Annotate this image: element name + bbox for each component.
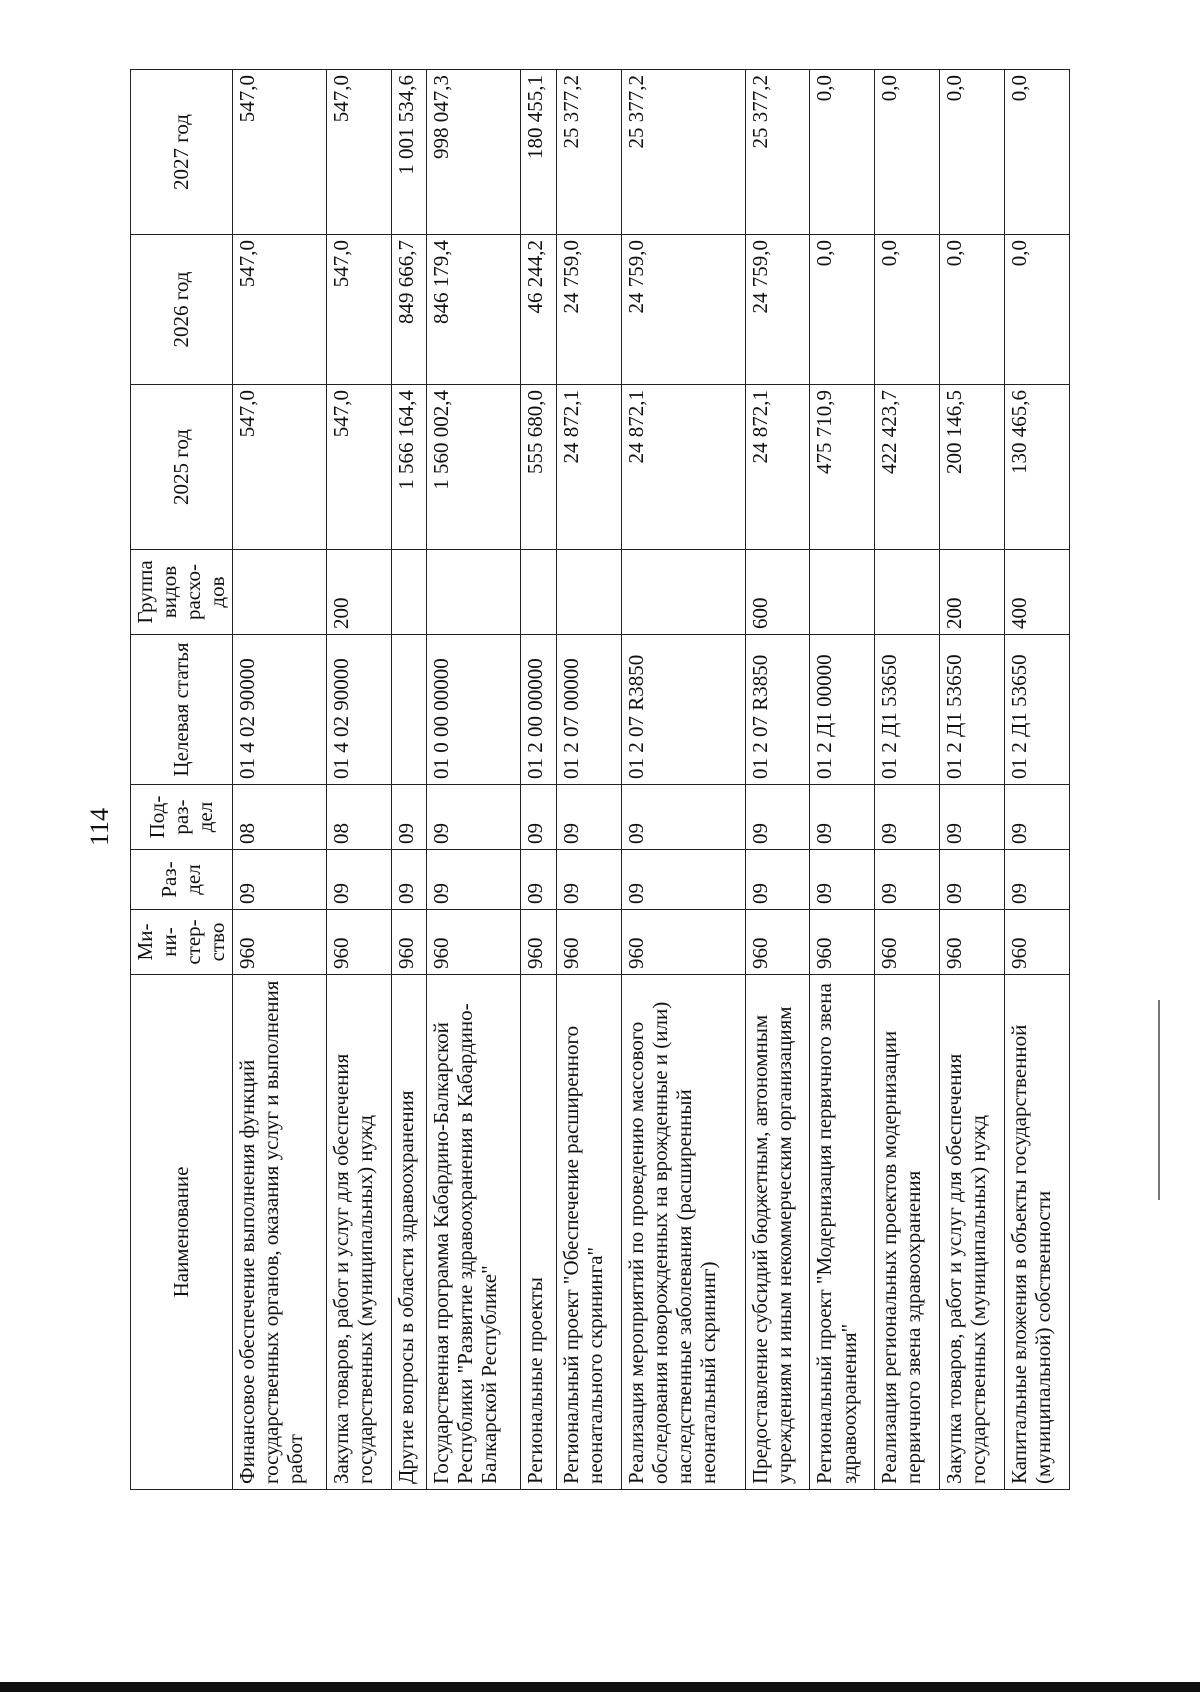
row-2026: 24 759,0 xyxy=(556,235,621,385)
row-group xyxy=(521,550,556,635)
table-row xyxy=(940,70,1005,1490)
row-subsection: 08 xyxy=(326,785,391,850)
row-group xyxy=(810,550,875,635)
row-target: 01 4 02 90000 xyxy=(232,635,326,785)
table-row xyxy=(810,70,875,1490)
table-row xyxy=(556,70,621,1490)
header-2025: 2025 год xyxy=(131,385,233,550)
row-2025: 200 146,5 xyxy=(940,385,1005,550)
row-target xyxy=(391,635,426,785)
row-subsection: 09 xyxy=(427,785,521,850)
row-target: 01 2 07 00000 xyxy=(556,635,621,785)
row-group: 400 xyxy=(1005,550,1070,635)
row-target: 01 2 Д1 53650 xyxy=(1005,635,1070,785)
row-name: Другие вопросы в области здравоохранения xyxy=(391,975,426,1490)
row-ministry: 960 xyxy=(556,910,621,975)
row-subsection: 09 xyxy=(875,785,940,850)
row-subsection: 09 xyxy=(521,785,556,850)
row-2025: 555 680,0 xyxy=(521,385,556,550)
row-2026: 846 179,4 xyxy=(427,235,521,385)
row-target: 01 2 07 R3850 xyxy=(621,635,745,785)
row-2026: 0,0 xyxy=(940,235,1005,385)
scan-bottom-bar xyxy=(0,1682,1200,1692)
row-group xyxy=(875,550,940,635)
row-section: 09 xyxy=(427,850,521,910)
row-2027: 547,0 xyxy=(326,70,391,235)
row-2025: 24 872,1 xyxy=(621,385,745,550)
row-2026: 24 759,0 xyxy=(621,235,745,385)
row-2026: 0,0 xyxy=(1005,235,1070,385)
row-subsection: 09 xyxy=(621,785,745,850)
row-group xyxy=(556,550,621,635)
row-ministry: 960 xyxy=(521,910,556,975)
row-section: 09 xyxy=(1005,850,1070,910)
row-ministry: 960 xyxy=(391,910,426,975)
row-2027: 25 377,2 xyxy=(745,70,810,235)
row-ministry: 960 xyxy=(810,910,875,975)
row-subsection: 09 xyxy=(391,785,426,850)
row-target: 01 2 00 00000 xyxy=(521,635,556,785)
row-name: Региональный проект "Модернизация первичного звена здравоохранения" xyxy=(810,975,875,1490)
row-section: 09 xyxy=(521,850,556,910)
row-subsection: 09 xyxy=(745,785,810,850)
row-ministry: 960 xyxy=(1005,910,1070,975)
row-2026: 24 759,0 xyxy=(745,235,810,385)
row-2027: 25 377,2 xyxy=(556,70,621,235)
row-2027: 547,0 xyxy=(232,70,326,235)
row-ministry: 960 xyxy=(232,910,326,975)
row-2025: 422 423,7 xyxy=(875,385,940,550)
row-2027: 25 377,2 xyxy=(621,70,745,235)
scan-edge-mark xyxy=(1158,1000,1160,1200)
table-row xyxy=(521,70,556,1490)
row-2027: 0,0 xyxy=(810,70,875,235)
row-target: 01 0 00 00000 xyxy=(427,635,521,785)
row-section: 09 xyxy=(810,850,875,910)
row-2026: 849 666,7 xyxy=(391,235,426,385)
row-group: 600 xyxy=(745,550,810,635)
row-2025: 547,0 xyxy=(326,385,391,550)
row-target: 01 2 Д1 00000 xyxy=(810,635,875,785)
row-subsection: 09 xyxy=(556,785,621,850)
page-number: 114 xyxy=(85,807,114,847)
row-name: Региональные проекты xyxy=(521,975,556,1490)
row-2027: 0,0 xyxy=(875,70,940,235)
row-target: 01 2 07 R3850 xyxy=(745,635,810,785)
table-row xyxy=(391,70,426,1490)
header-section: Раз-дел xyxy=(131,850,233,910)
table-row xyxy=(621,70,745,1490)
row-group xyxy=(232,550,326,635)
row-2027: 998 047,3 xyxy=(427,70,521,235)
row-name: Предоставление субсидий бюджетным, автономным учреждениям и иным некоммерческим организациям xyxy=(745,975,810,1490)
row-section: 09 xyxy=(940,850,1005,910)
row-ministry: 960 xyxy=(745,910,810,975)
table-row xyxy=(326,70,391,1490)
row-2026: 46 244,2 xyxy=(521,235,556,385)
row-2025: 547,0 xyxy=(232,385,326,550)
table-row xyxy=(427,70,521,1490)
row-name: Реализация мероприятий по проведению массового обследования новорожденных на врожденные и (или) наследственные заболевания (расширенный неонатальный скрининг) xyxy=(621,975,745,1490)
header-2027: 2027 год xyxy=(131,70,233,235)
row-group: 200 xyxy=(940,550,1005,635)
row-2025: 24 872,1 xyxy=(745,385,810,550)
header-target: Целевая статья xyxy=(131,635,233,785)
row-name: Региональный проект "Обеспечение расширенного неонатального скрининга" xyxy=(556,975,621,1490)
row-2026: 0,0 xyxy=(875,235,940,385)
row-section: 09 xyxy=(391,850,426,910)
header-expense-group: Группа видов расхо-дов xyxy=(131,550,233,635)
row-group xyxy=(391,550,426,635)
header-ministry: Ми-ни-стер-ство xyxy=(131,910,233,975)
row-subsection: 09 xyxy=(940,785,1005,850)
row-2025: 1 560 002,4 xyxy=(427,385,521,550)
table-row xyxy=(232,70,326,1490)
row-2026: 547,0 xyxy=(326,235,391,385)
row-group xyxy=(427,550,521,635)
row-ministry: 960 xyxy=(326,910,391,975)
row-name: Государственная программа Кабардино-Балкарской Республики "Развитие здравоохранения в Кабардино-Балкарской Республике" xyxy=(427,975,521,1490)
row-ministry: 960 xyxy=(940,910,1005,975)
row-target: 01 2 Д1 53650 xyxy=(875,635,940,785)
row-target: 01 2 Д1 53650 xyxy=(940,635,1005,785)
row-section: 09 xyxy=(745,850,810,910)
row-2027: 1 001 534,6 xyxy=(391,70,426,235)
row-name: Реализация региональных проектов модернизации первичного звена здравоохранения xyxy=(875,975,940,1490)
row-2027: 0,0 xyxy=(940,70,1005,235)
row-2027: 180 455,1 xyxy=(521,70,556,235)
header-subsection: Под-раз-дел xyxy=(131,785,233,850)
row-subsection: 09 xyxy=(1005,785,1070,850)
table-row xyxy=(745,70,810,1490)
row-name: Закупка товаров, работ и услуг для обеспечения государственных (муниципальных) нужд xyxy=(326,975,391,1490)
table-row xyxy=(875,70,940,1490)
row-ministry: 960 xyxy=(875,910,940,975)
row-group: 200 xyxy=(326,550,391,635)
row-target: 01 4 02 90000 xyxy=(326,635,391,785)
row-2027: 0,0 xyxy=(1005,70,1070,235)
table-header-row xyxy=(131,70,233,1490)
budget-table-rotated xyxy=(130,70,1070,1490)
row-name: Финансовое обеспечение выполнения функций государственных органов, оказания услуг и выполнения работ xyxy=(232,975,326,1490)
row-ministry: 960 xyxy=(427,910,521,975)
row-2026: 0,0 xyxy=(810,235,875,385)
row-name: Закупка товаров, работ и услуг для обеспечения государственных (муниципальных) нужд xyxy=(940,975,1005,1490)
row-ministry: 960 xyxy=(621,910,745,975)
row-section: 09 xyxy=(875,850,940,910)
row-subsection: 09 xyxy=(810,785,875,850)
row-subsection: 08 xyxy=(232,785,326,850)
row-2025: 1 566 164,4 xyxy=(391,385,426,550)
row-section: 09 xyxy=(556,850,621,910)
header-name: Наименование xyxy=(131,975,233,1490)
row-2025: 24 872,1 xyxy=(556,385,621,550)
table-row xyxy=(1005,70,1070,1490)
row-2025: 475 710,9 xyxy=(810,385,875,550)
budget-table xyxy=(130,69,1070,1490)
row-2026: 547,0 xyxy=(232,235,326,385)
header-2026: 2026 год xyxy=(131,235,233,385)
row-section: 09 xyxy=(232,850,326,910)
row-2025: 130 465,6 xyxy=(1005,385,1070,550)
row-section: 09 xyxy=(621,850,745,910)
row-section: 09 xyxy=(326,850,391,910)
row-group xyxy=(621,550,745,635)
row-name: Капитальные вложения в объекты государственной (муниципальной) собственности xyxy=(1005,975,1070,1490)
